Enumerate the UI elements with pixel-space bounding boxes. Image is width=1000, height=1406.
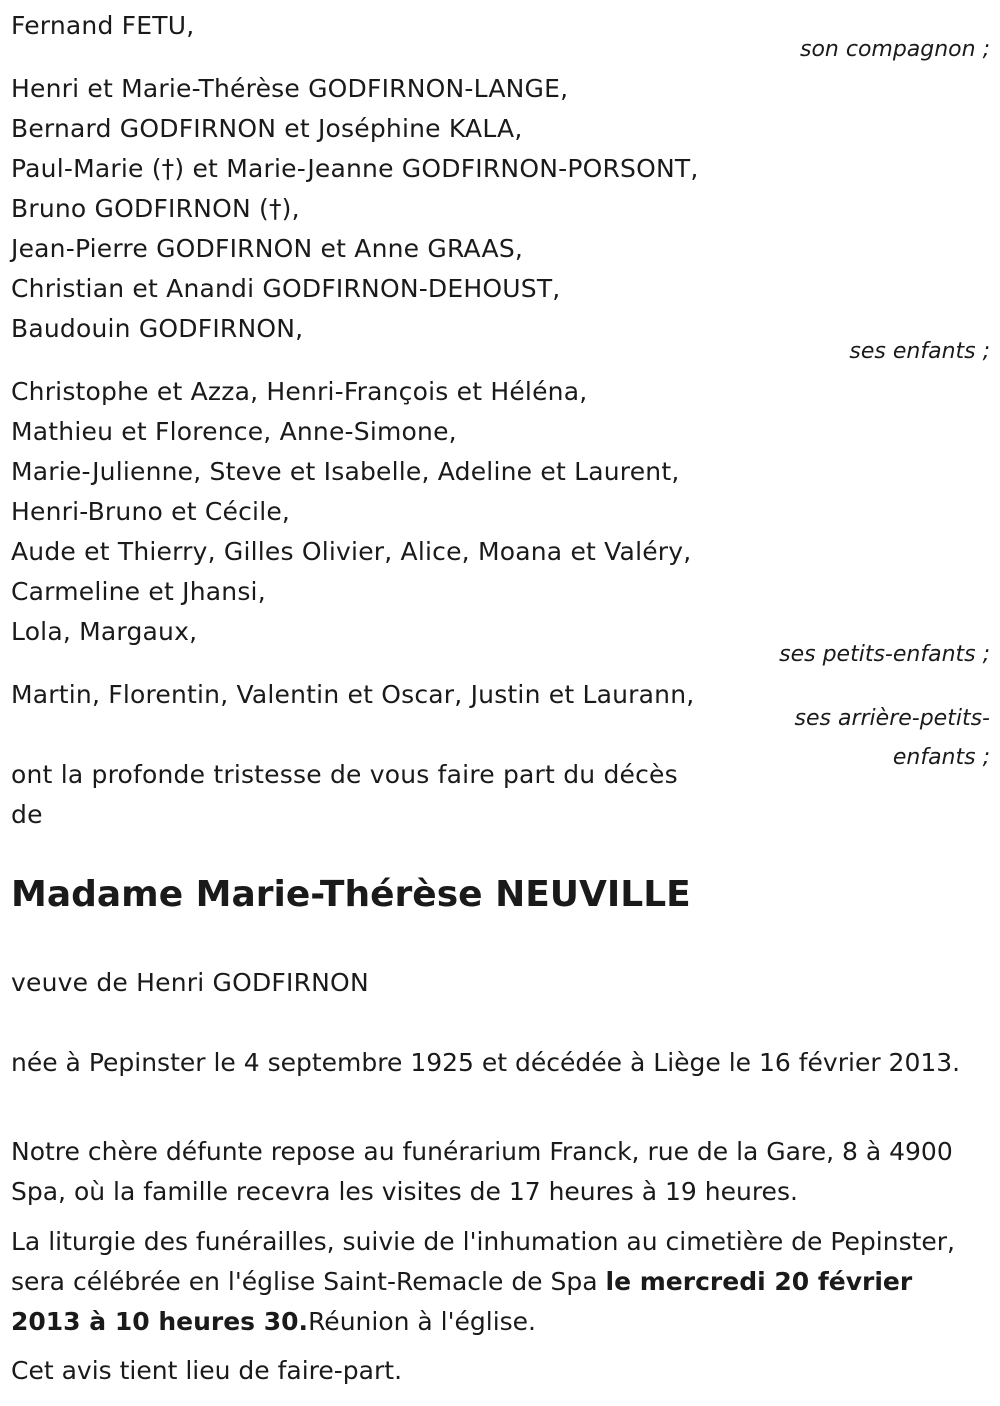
liturgy-text: La liturgie des funérailles, suivie de l'inhumation au cimetière de Pepinster, sera célébrée en l'église Saint-Remacle de Spa: [11, 1227, 956, 1296]
announcer-line: Henri-Bruno et Cécile,: [11, 497, 291, 526]
liturgy-end: Réunion à l'église.: [308, 1307, 536, 1336]
announcement-text: ont la profonde tristesse de vous faire part du décès: [11, 760, 678, 789]
announcer-line: Paul-Marie (†) et Marie-Jeanne GODFIRNON-PORSONT,: [11, 154, 699, 183]
relation-label: ses enfants ;: [849, 339, 990, 364]
announcer-line: Lola, Margaux,: [11, 617, 198, 646]
announcer-line: Jean-Pierre GODFIRNON et Anne GRAAS,: [11, 234, 524, 263]
liturgy-paragraph: [11, 1222, 986, 1342]
announcer-line: Henri et Marie-Thérèse GODFIRNON-LANGE,: [11, 74, 569, 103]
announcer-line: Christophe et Azza, Henri-François et Héléna,: [11, 377, 588, 406]
relation-label: ses petits-enfants ;: [779, 642, 990, 667]
announcer-line: Martin, Florentin, Valentin et Oscar, Justin et Laurann,: [11, 680, 695, 709]
announcer-line: Carmeline et Jhansi,: [11, 577, 266, 606]
deceased-name: Madame Marie-Thérèse NEUVILLE: [11, 874, 691, 915]
announcer-line: Baudouin GODFIRNON,: [11, 314, 304, 343]
repose-text: Notre chère défunte repose au funérarium Franck, rue de la Gare, 8 à 4900 Spa, où la famille recevra les visites de 17 heures à 19 heures.: [11, 1137, 953, 1206]
closing-text: Cet avis tient lieu de faire-part.: [11, 1356, 403, 1385]
announcer-line: Bruno GODFIRNON (†),: [11, 194, 300, 223]
birth-death-text: née à Pepinster le 4 septembre 1925 et décédée à Liège le 16 février 2013.: [11, 1048, 961, 1077]
relation-label: son compagnon ;: [799, 37, 990, 62]
liturgy-date: le mercredi 20 février 2013 à 10 heures 30.: [11, 1267, 913, 1336]
announcer-line: Fernand FETU,: [11, 11, 195, 40]
relation-label: enfants ;: [892, 745, 990, 770]
announcer-line: Marie-Julienne, Steve et Isabelle, Adeline et Laurent,: [11, 457, 680, 486]
announcer-line: Christian et Anandi GODFIRNON-DEHOUST,: [11, 274, 561, 303]
relation-label: ses arrière-petits-: [794, 706, 990, 731]
announcement-text: de: [11, 800, 43, 829]
widow-of-text: veuve de Henri GODFIRNON: [11, 968, 369, 997]
announcer-line: Bernard GODFIRNON et Joséphine KALA,: [11, 114, 523, 143]
announcer-line: Aude et Thierry, Gilles Olivier, Alice, Moana et Valéry,: [11, 537, 692, 566]
announcer-line: Mathieu et Florence, Anne-Simone,: [11, 417, 457, 446]
